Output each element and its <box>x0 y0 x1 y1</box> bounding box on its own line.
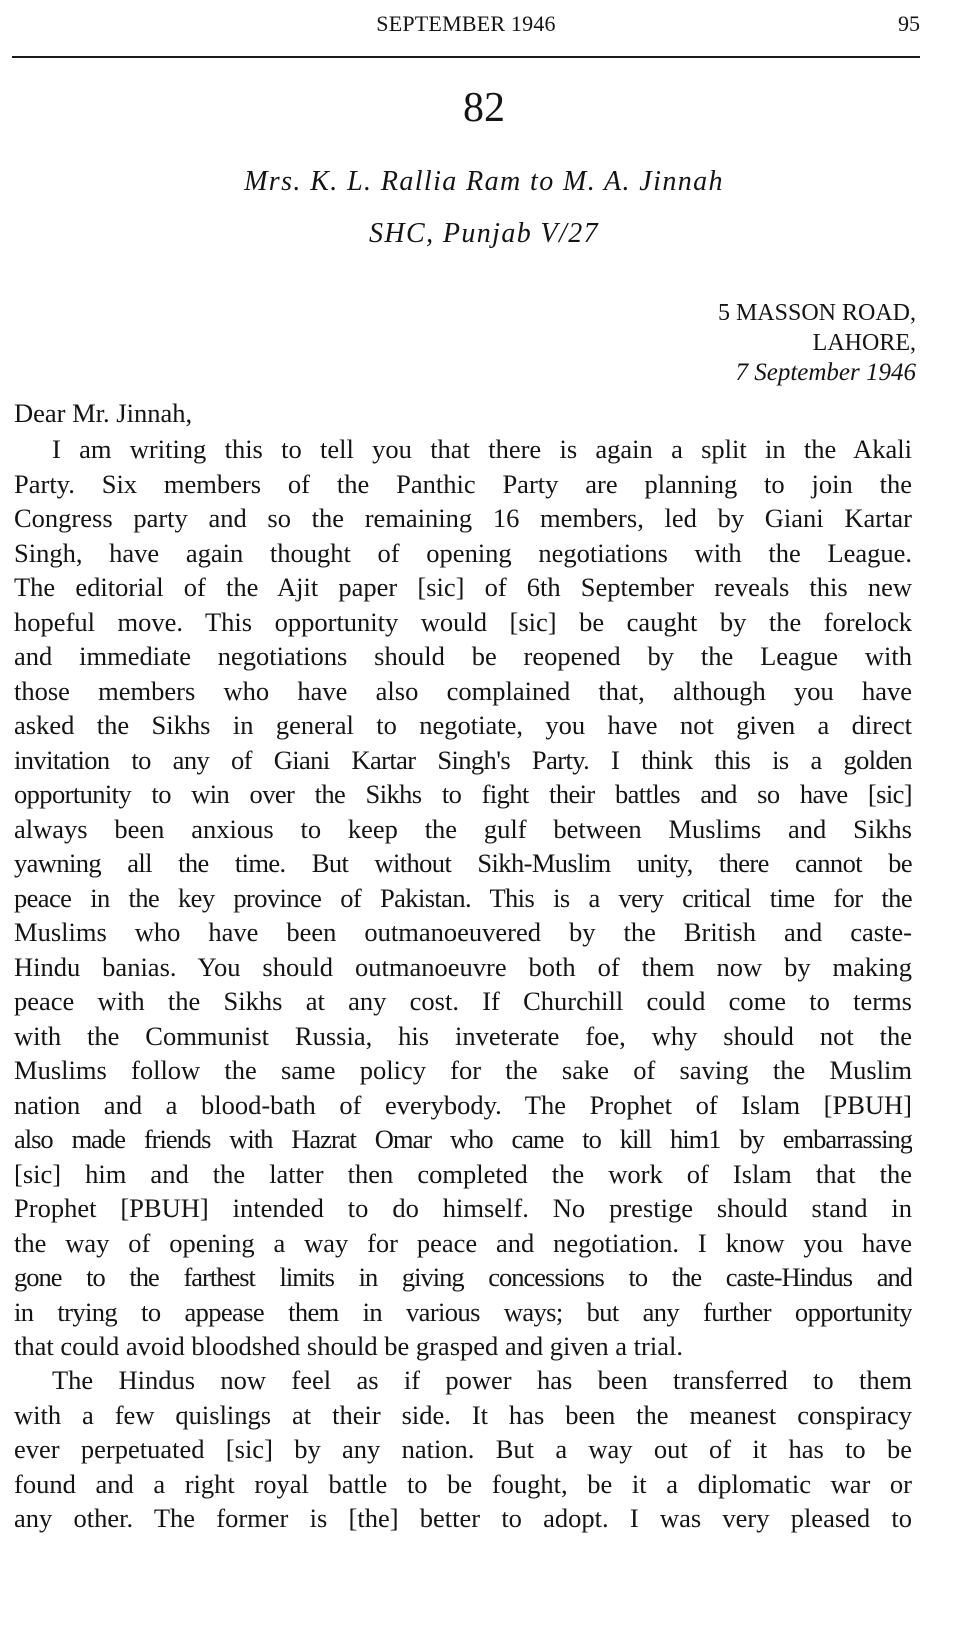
address-line-2: LAHORE, <box>812 330 916 356</box>
text-line: Muslims follow the same policy for the sake of saving the Muslim <box>14 1055 912 1085</box>
sender-address <box>718 298 916 388</box>
text-line: I am writing this to tell you that there is again a split in the Akali <box>52 434 912 464</box>
text-line: The editorial of the Ajit paper [sic] of 6th September reveals this new <box>14 572 912 602</box>
page-number: 95 <box>898 11 920 36</box>
text-line: nation and a blood-bath of everybody. The Prophet of Islam [PBUH] <box>14 1089 912 1120</box>
text-line: those members who have also complained that, although you have <box>14 675 912 706</box>
address-line-1: 5 MASSON ROAD, <box>717 300 916 326</box>
text-line: the way of opening a way for peace and negotiation. I know you have <box>14 1227 912 1258</box>
text-line: peace with the Sikhs at any cost. If Churchill could come to terms <box>14 986 912 1016</box>
text-line: The Hindus now feel as if power has been transferred to them <box>52 1365 912 1395</box>
text-line: peace in the key province of Pakistan. This is a very critical time for the <box>14 882 912 913</box>
text-line: yawning all the time. But without Sikh-Muslim unity, there cannot be <box>14 848 912 878</box>
text-line: Congress party and so the remaining 16 members, led by Giani Kartar <box>14 503 912 533</box>
paragraph-2 <box>14 1363 912 1536</box>
text-line: ever perpetuated [sic] by any nation. But a way out of it has to be <box>14 1434 912 1464</box>
header-rule <box>12 56 920 58</box>
document-number: 82 <box>463 85 505 131</box>
salutation: Dear Mr. Jinnah, <box>14 398 193 428</box>
text-line: with the Communist Russia, his inveterate foe, why should not the <box>14 1020 912 1051</box>
text-line: always been anxious to keep the gulf between Muslims and Sikhs <box>14 813 912 844</box>
text-line: any other. The former is [the] better to adopt. I was very pleased to <box>14 1503 912 1533</box>
text-line: Hindu banias. You should outmanoeuvre both of them now by making <box>14 951 912 982</box>
letter-date: 7 September 1946 <box>735 359 916 386</box>
text-line: Prophet [PBUH] intended to do himself. No prestige should stand in <box>14 1193 912 1223</box>
text-line: Party. Six members of the Panthic Party are planning to join the <box>14 468 912 499</box>
text-line: Singh, have again thought of opening negotiations with the League. <box>14 537 912 568</box>
running-title: SEPTEMBER 1946 <box>376 11 556 36</box>
text-line: opportunity to win over the Sikhs to fight their battles and so have [sic] <box>14 779 912 809</box>
paragraph-1 <box>14 432 912 1364</box>
text-line: invitation to any of Giani Kartar Singh's Party. I think this is a golden <box>14 744 912 775</box>
text-line: also made friends with Hazrat Omar who came to kill him1 by embarrassing <box>14 1124 912 1154</box>
text-line: hopeful move. This opportunity would [sic] be caught by the forelock <box>14 606 912 637</box>
text-line: found and a right royal battle to be fought, be it a diplomatic war or <box>14 1468 912 1499</box>
text-line: that could avoid bloodshed should be grasped and given a trial. <box>14 1331 683 1361</box>
running-header <box>12 6 920 42</box>
text-line: gone to the farthest limits in giving concessions to the caste-Hindus and <box>14 1262 912 1292</box>
text-line: in trying to appease them in various ways; but any further opportunity <box>14 1296 912 1327</box>
document-heading: Mrs. K. L. Rallia Ram to M. A. Jinnah <box>244 166 724 197</box>
document-source: SHC, Punjab V/27 <box>368 218 600 249</box>
text-line: with a few quislings at their side. It has been the meanest conspiracy <box>14 1399 912 1430</box>
text-line: [sic] him and the latter then completed the work of Islam that the <box>14 1158 912 1189</box>
text-line: and immediate negotiations should be reopened by the League with <box>14 641 912 671</box>
text-line: Muslims who have been outmanoeuvered by the British and caste- <box>14 917 912 947</box>
text-line: asked the Sikhs in general to negotiate, you have not given a direct <box>14 710 912 740</box>
